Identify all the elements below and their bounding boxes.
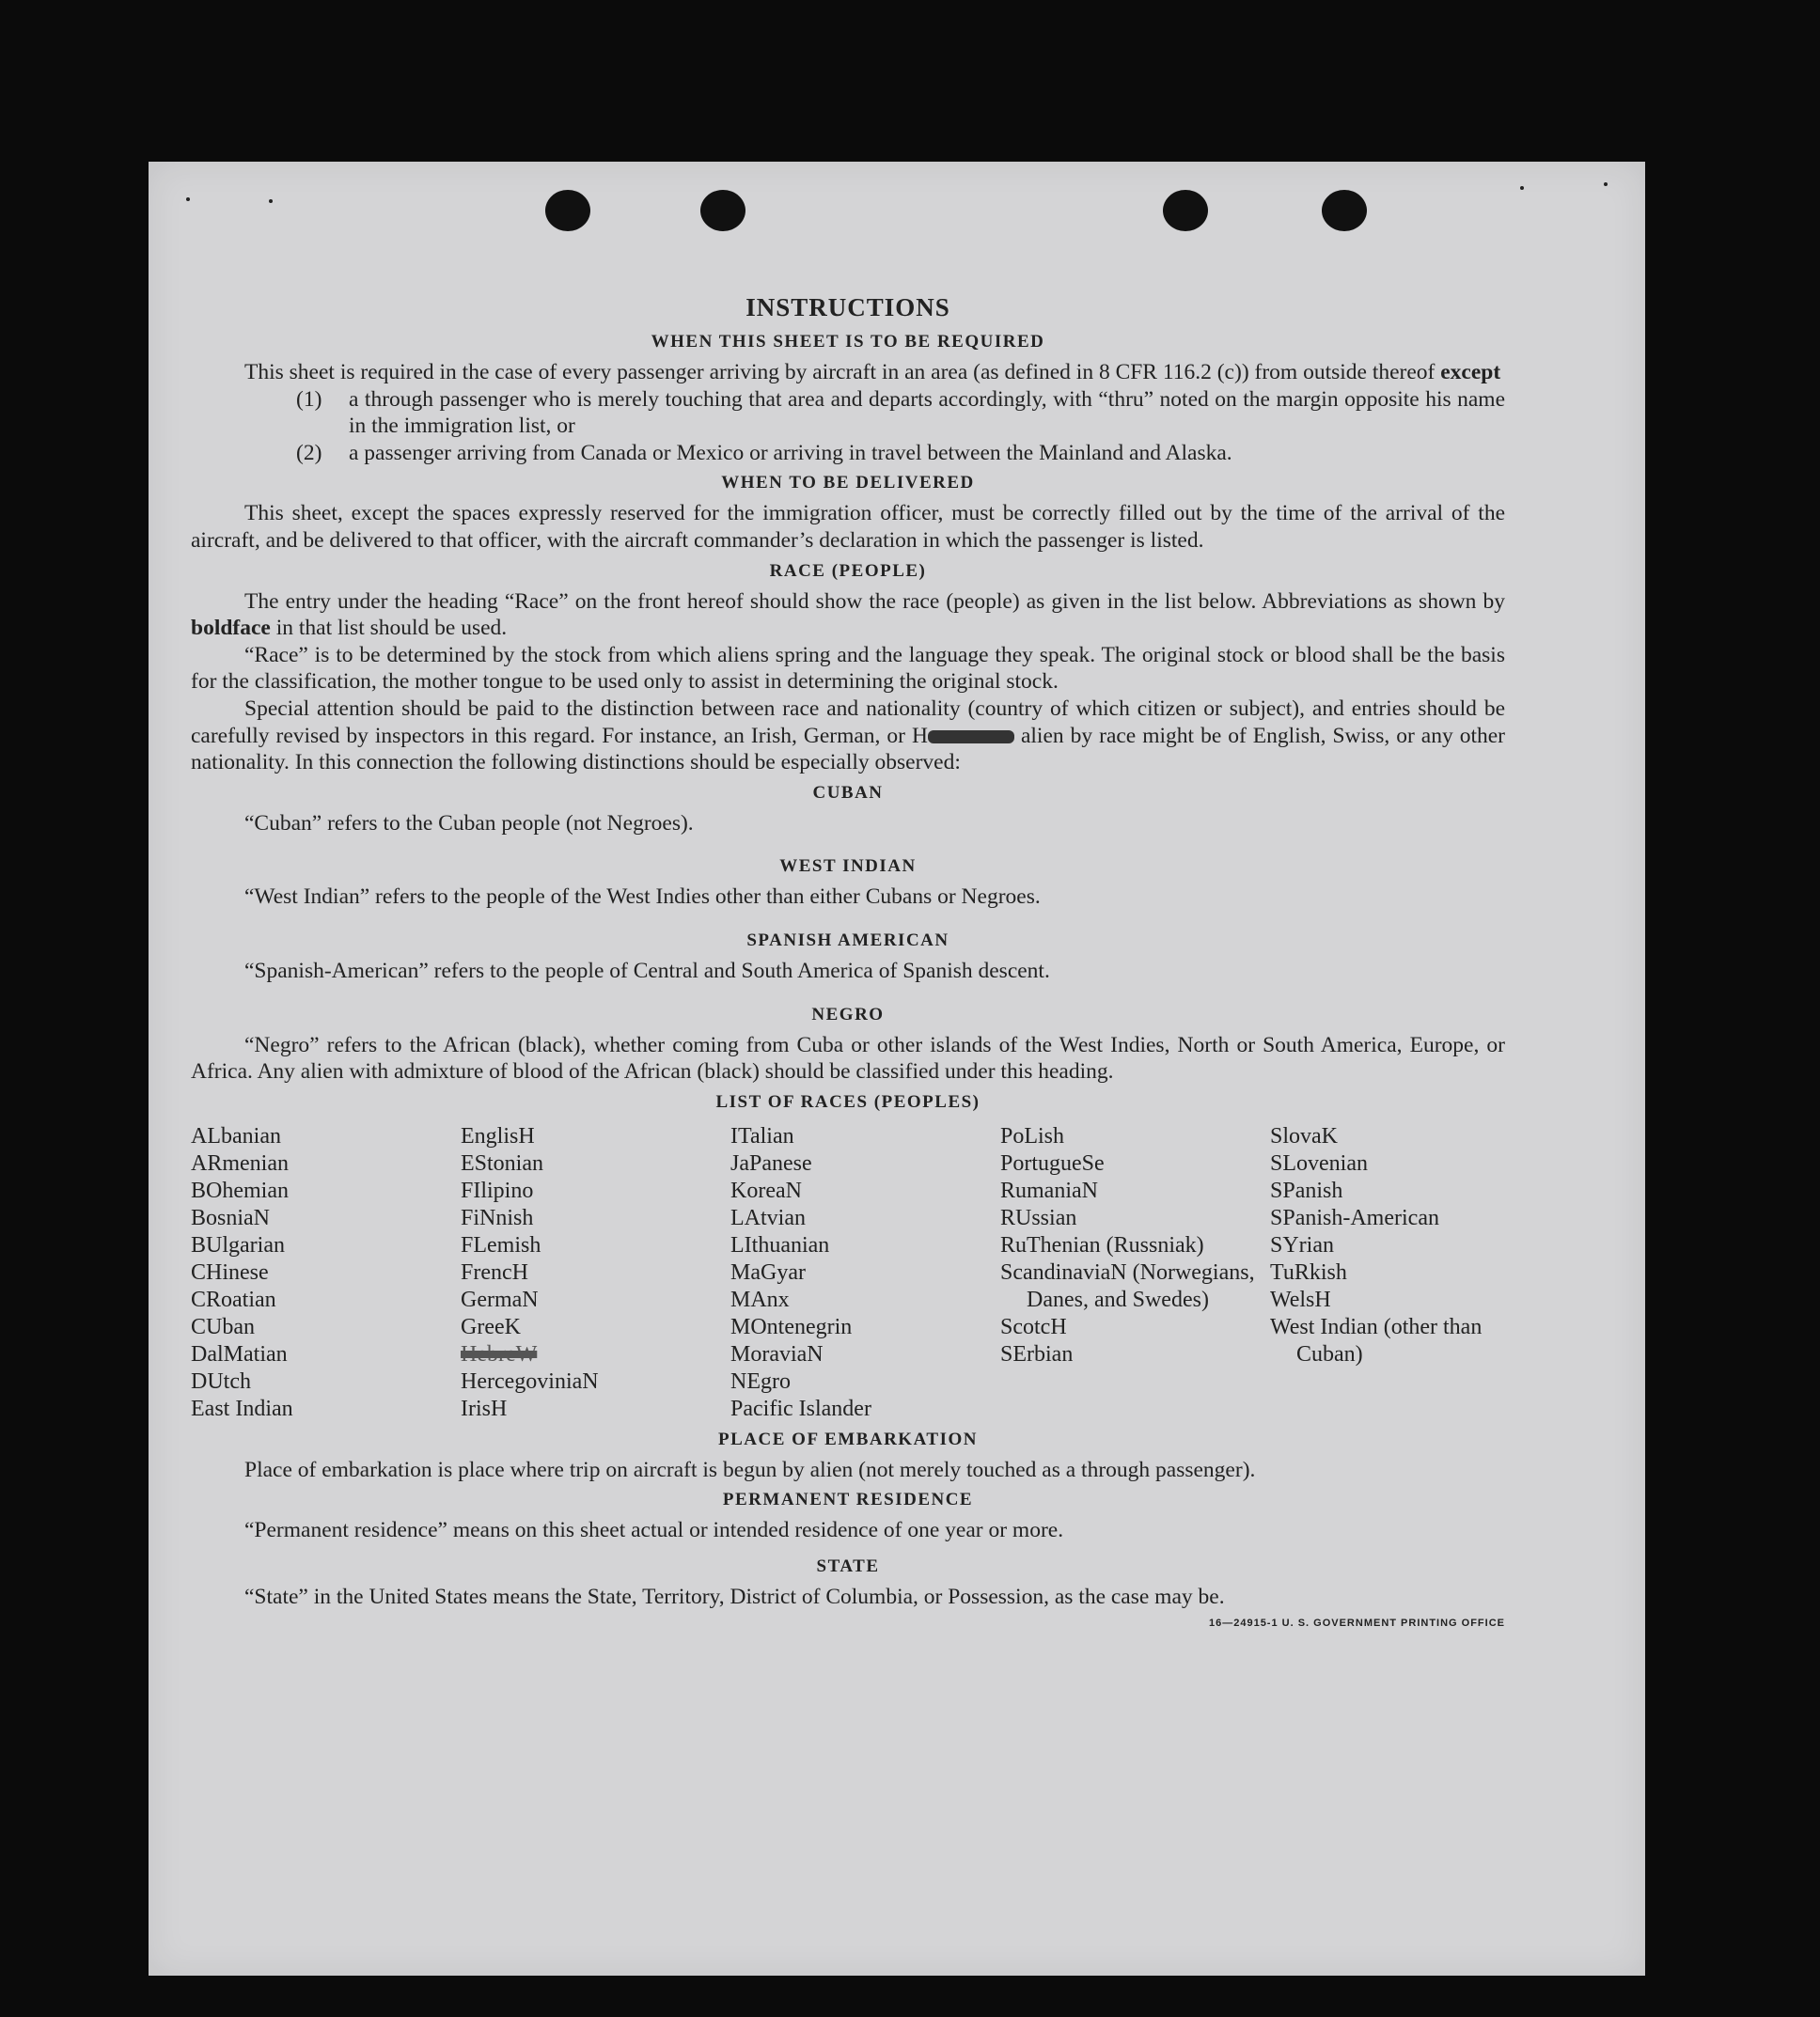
race-list-item: BOhemian [191,1178,289,1203]
race-list-item: ITalian [730,1123,794,1149]
west-indian-text: “West Indian” refers to the people of the West Indies other than either Cubans or Negroes. [244,884,1041,910]
footer [191,1610,1505,1643]
item-number: (2) [296,440,322,465]
race-list-item: DalMatian [191,1341,288,1367]
race-p1-text-end: in that list should be used. [270,616,508,641]
required-intro-text: This sheet is required in the case of every passenger arriving by aircraft in an area (as defined in 8 CFR 116.2 (c)) from outside thereof [244,360,1441,384]
race-list-item: PortugueSe [1000,1150,1105,1176]
race-list-item: Pacific Islander [730,1396,871,1421]
section-heading-cuban: CUBAN [812,782,884,803]
cuban-text: “Cuban” refers to the Cuban people (not Negroes). [244,810,694,836]
race-list-item: LIthuanian [730,1232,830,1258]
speck [1520,186,1524,190]
item-text: a passenger arriving from Canada or Mexico or arriving in travel between the Mainland and Alaska. [349,440,1232,465]
race-list-item: KoreaN [730,1178,802,1203]
punch-hole [1322,190,1367,231]
race-p3-blotted-letter: H [911,723,928,748]
required-intro [191,359,1505,386]
race-list-item: MOntenegrin [730,1314,853,1339]
race-column [191,1123,461,1423]
race-list-item: MAnx [730,1287,790,1312]
race-list-item: TuRkish [1270,1259,1347,1285]
instructions-content [191,289,1505,1643]
delivered-text: This sheet, except the spaces expressly reserved for the immigration officer, must be correctly filled out by the time of the arrival of the aircraft, and be delivered to that officer, with the aircraft commander’s declaration in which the passenger is listed. [191,501,1505,553]
race-list-item: PoLish [1000,1123,1065,1149]
race-list-item: DUtch [191,1368,251,1394]
speck [269,199,273,203]
race-list-item: SPanish-American [1270,1205,1439,1230]
punch-hole [545,190,590,231]
race-list-item: MaGyar [730,1259,806,1285]
race-list-item: RuThenian (Russniak) [1000,1232,1204,1258]
race-list-item: HebreW [461,1341,538,1367]
race-p1-boldface: boldface [191,616,271,641]
embarkation-text: Place of embarkation is place where trip on aircraft is begun by alien (not merely touched as a through passenger). [244,1457,1256,1482]
race-column [461,1123,730,1423]
list-item [296,440,1505,467]
race-list-item: RUssian [1000,1205,1077,1230]
race-list-item: FiNnish [461,1205,534,1230]
section-heading-race: RACE (PEOPLE) [769,560,927,581]
race-list-item: East Indian [191,1396,293,1421]
race-p3-text-end: alien by race might be of English, Swiss, or any other nationality. In this connection the following distinctions should be especially observed: [191,723,1505,775]
punch-hole [700,190,745,231]
item-text: a through passenger who is merely touching that area and departs accordingly, with “thru” noted on the margin opposite his name in the immigration list, or [349,386,1505,439]
list-item [296,386,1505,440]
negro-text: “Negro” refers to the African (black), whether coming from Cuba or other islands of the West Indies, North or South America, Europe, or Africa. Any alien with admixture of blood of the African (black) should be classified under this heading. [191,1032,1505,1085]
state-text: “State” in the United States means the State, Territory, District of Columbia, or Possession, as the case may be. [244,1584,1225,1609]
race-list-item: JaPanese [730,1150,812,1176]
speck [1604,182,1608,186]
race-list-item: ScandinaviaN (Norwegians, Danes, and Swedes) [1000,1259,1255,1312]
section-heading-state: STATE [816,1556,880,1576]
page-title: INSTRUCTIONS [745,293,950,321]
item-number: (1) [296,386,322,412]
race-list-item: ARmenian [191,1150,289,1176]
punch-hole [1163,190,1208,231]
residence-text: “Permanent residence” means on this sheet actual or intended residence of one year or more. [244,1518,1064,1543]
race-list-item: ALbanian [191,1123,281,1149]
section-heading-required: WHEN THIS SHEET IS TO BE REQUIRED [651,332,1045,352]
race-list-item: SPanish [1270,1178,1343,1203]
race-list-item: LAtvian [730,1205,806,1230]
section-heading-residence: PERMANENT RESIDENCE [722,1490,974,1510]
section-heading-embarkation: PLACE OF EMBARKATION [718,1429,978,1449]
race-list-item: HercegoviniaN [461,1368,599,1394]
race-list-item: WelsH [1270,1287,1331,1312]
speck [186,197,190,201]
spanish-american-text: “Spanish-American” refers to the people of Central and South America of Spanish descent. [244,958,1050,983]
race-list-item: FIlipino [461,1178,534,1203]
required-except: except [1440,360,1501,384]
race-paragraph-1 [191,588,1505,642]
race-list-item: SLovenian [1270,1150,1368,1176]
race-list-item: FrencH [461,1259,528,1285]
section-heading-spanish-american: SPANISH AMERICAN [746,930,949,950]
race-list-item: EnglisH [461,1123,535,1149]
race-list-item: SYrian [1270,1232,1334,1258]
required-list [296,386,1505,467]
race-column [1270,1123,1505,1423]
race-list-item: NEgro [730,1368,791,1394]
race-paragraph-2: “Race” is to be determined by the stock from which aliens spring and the language they speak. The original stock or blood shall be the basis for the classification, the mother tongue to be used only to assist in determining the original stock. [191,642,1505,695]
section-heading-delivered: WHEN TO BE DELIVERED [721,473,975,493]
race-paragraph-3 [191,696,1505,776]
race-column [1000,1123,1270,1423]
race-list-item: West Indian (other than Cuban) [1270,1314,1483,1367]
race-list-item: GermaN [461,1287,539,1312]
race-list-item: SlovaK [1270,1123,1338,1149]
race-list-item: FLemish [461,1232,541,1258]
race-list-item: RumaniaN [1000,1178,1098,1203]
ink-blot [928,730,1014,743]
race-list-item: CRoatian [191,1287,276,1312]
print-code: 16—24915-1 U. S. GOVERNMENT PRINTING OFFICE [1208,1618,1505,1630]
race-list-item: SErbian [1000,1341,1074,1367]
race-list [191,1123,1505,1423]
race-list-item: BUlgarian [191,1232,285,1258]
section-heading-west-indian: WEST INDIAN [779,856,917,877]
race-list-item: BosniaN [191,1205,270,1230]
race-list-item: GreeK [461,1314,521,1339]
race-list-item: ScotcH [1000,1314,1067,1339]
section-heading-race-list: LIST OF RACES (PEOPLES) [715,1091,981,1112]
race-list-item: EStonian [461,1150,543,1176]
race-column [730,1123,1000,1423]
race-list-item: MoraviaN [730,1341,824,1367]
race-p1-text: The entry under the heading “Race” on the front hereof should show the race (people) as given in the list below. Abbreviations as shown by [244,588,1505,614]
section-heading-negro: NEGRO [811,1004,885,1024]
race-p3-text: Special attention should be paid to the distinction between race and nationality (country of which citizen or subject), and entries should be carefully revised by inspectors in this regard. For instance, an Irish, German, or [191,696,1505,748]
race-list-item: CHinese [191,1259,269,1285]
race-list-item: CUban [191,1314,255,1339]
race-list-item: IrisH [461,1396,508,1421]
